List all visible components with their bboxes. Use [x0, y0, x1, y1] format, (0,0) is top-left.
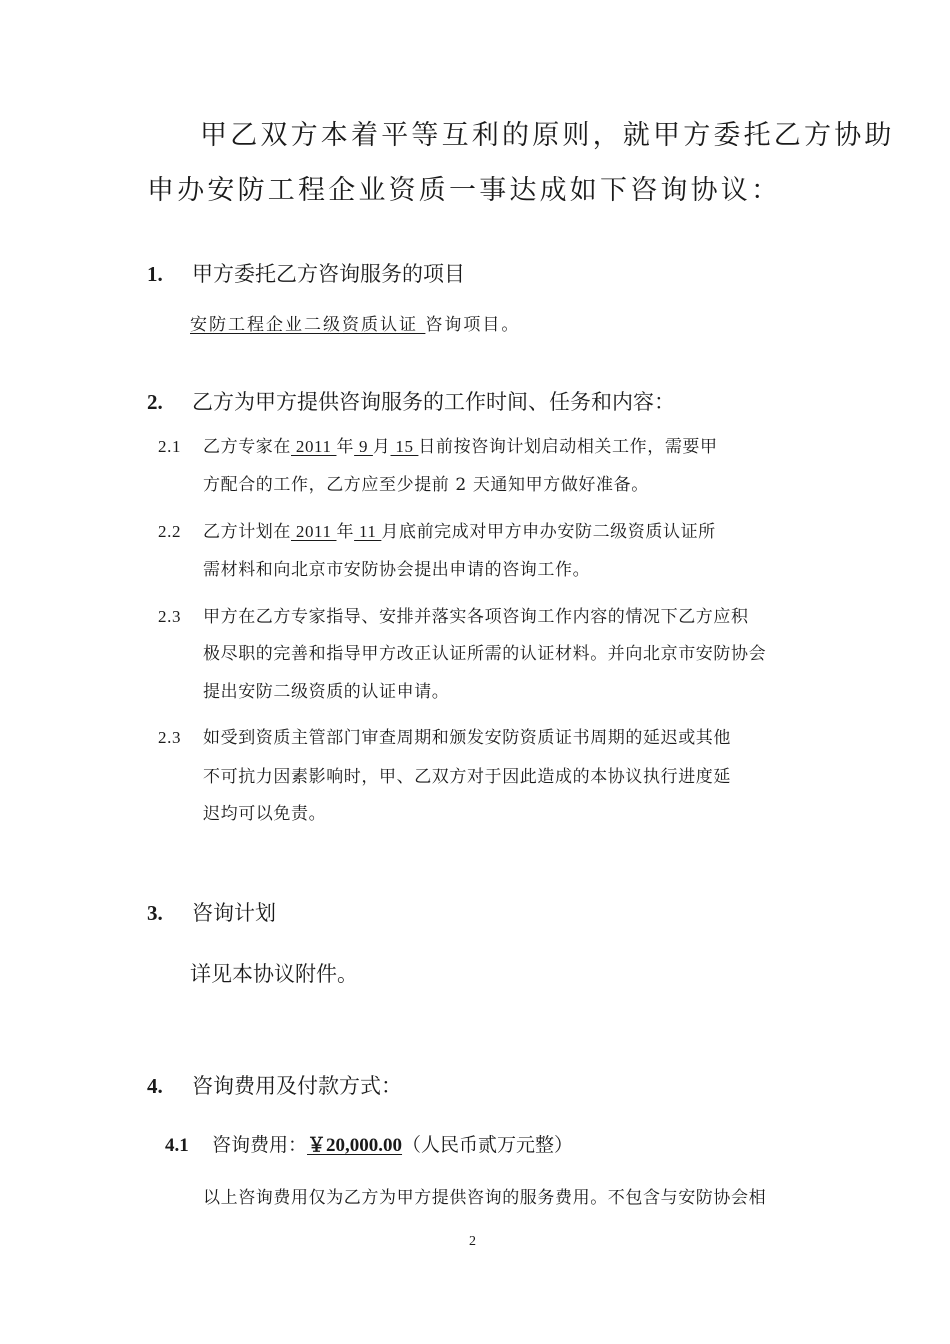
intro-line-2: 申办安防工程企业资质一事达成如下咨询协议： [147, 175, 782, 206]
clause-2-2-number: 2.2 [158, 522, 182, 541]
clause-2-3b [158, 723, 731, 748]
section-3-title: 咨询计划 [192, 901, 276, 925]
fee-amount-note: （人民币贰万元整） [402, 1134, 574, 1156]
section-1-body [190, 310, 520, 335]
clause-2-3b-line-1: 如受到资质主管部门审查周期和颁发安防资质证书周期的延迟或其他 [203, 728, 731, 748]
clause-2-2-text-a: 乙方计划在 [203, 522, 291, 542]
clause-2-3 [158, 602, 749, 627]
section-3-number: 3. [147, 901, 163, 925]
clause-4-1 [165, 1130, 573, 1157]
clause-2-1-text-d: 日前按咨询计划启动相关工作，需要甲 [418, 437, 718, 457]
fee-label: 咨询费用： [212, 1134, 308, 1156]
start-day: 15 [390, 437, 419, 456]
clause-2-3b-number: 2.3 [158, 728, 182, 747]
clause-2-3-line-2: 极尽职的完善和指导甲方改正认证所需的认证材料。并向北京市安防协会 [203, 644, 767, 664]
project-suffix: 咨询项目。 [425, 315, 521, 335]
section-3-heading [147, 897, 276, 927]
clause-2-2 [158, 517, 716, 542]
project-name: 安防工程企业二级资质认证 [190, 315, 426, 335]
deadline-month: 11 [354, 522, 382, 541]
section-2-number: 2. [147, 390, 163, 414]
clause-2-1-text-b: 年 [336, 437, 355, 457]
clause-2-2-text-b: 年 [336, 522, 355, 542]
clause-4-1-number: 4.1 [165, 1135, 189, 1156]
intro-line-1: 甲乙双方本着平等互利的原则，就甲方委托乙方协助 [200, 120, 895, 151]
clause-2-3-number: 2.3 [158, 607, 182, 626]
start-month: 9 [354, 437, 373, 456]
clause-2-2-line-2: 需材料和向北京市安防协会提出申请的咨询工作。 [203, 560, 591, 580]
section-1-title: 甲方委托乙方咨询服务的项目 [192, 262, 465, 286]
page-number: 2 [469, 1234, 476, 1249]
clause-2-3-line-1: 甲方在乙方专家指导、安排并落实各项咨询工作内容的情况下乙方应积 [203, 607, 749, 627]
clause-2-1 [158, 432, 718, 457]
clause-2-1-line-2: 方配合的工作，乙方应至少提前 2 天通知甲方做好准备。 [203, 475, 649, 495]
clause-2-1-number: 2.1 [158, 437, 182, 456]
deadline-year: 2011 [291, 522, 337, 541]
section-4-number: 4. [147, 1074, 163, 1098]
section-1-heading [147, 258, 465, 288]
clause-2-3b-line-2: 不可抗力因素影响时，甲、乙双方对于因此造成的本协议执行进度延 [203, 767, 731, 787]
clause-2-1-text-a: 乙方专家在 [203, 437, 291, 457]
section-2-title: 乙方为甲方提供咨询服务的工作时间、任务和内容： [192, 390, 675, 414]
clause-2-3b-line-3: 迟均可以免责。 [203, 804, 327, 824]
start-year: 2011 [291, 437, 337, 456]
clause-2-3-line-3: 提出安防二级资质的认证申请。 [203, 682, 450, 702]
section-3-body: 详见本协议附件。 [190, 962, 358, 986]
section-2-heading [147, 386, 675, 416]
fee-amount: ￥20,000.00 [307, 1135, 403, 1156]
section-4-title: 咨询费用及付款方式： [192, 1074, 402, 1098]
clause-2-1-text-c: 月 [372, 437, 391, 457]
section-1-number: 1. [147, 262, 163, 286]
clause-4-1-line-2: 以上咨询费用仅为乙方为甲方提供咨询的服务费用。不包含与安防协会相 [203, 1188, 767, 1208]
section-4-heading [147, 1070, 402, 1100]
clause-2-2-text-c: 月底前完成对甲方申办安防二级资质认证所 [381, 522, 716, 542]
